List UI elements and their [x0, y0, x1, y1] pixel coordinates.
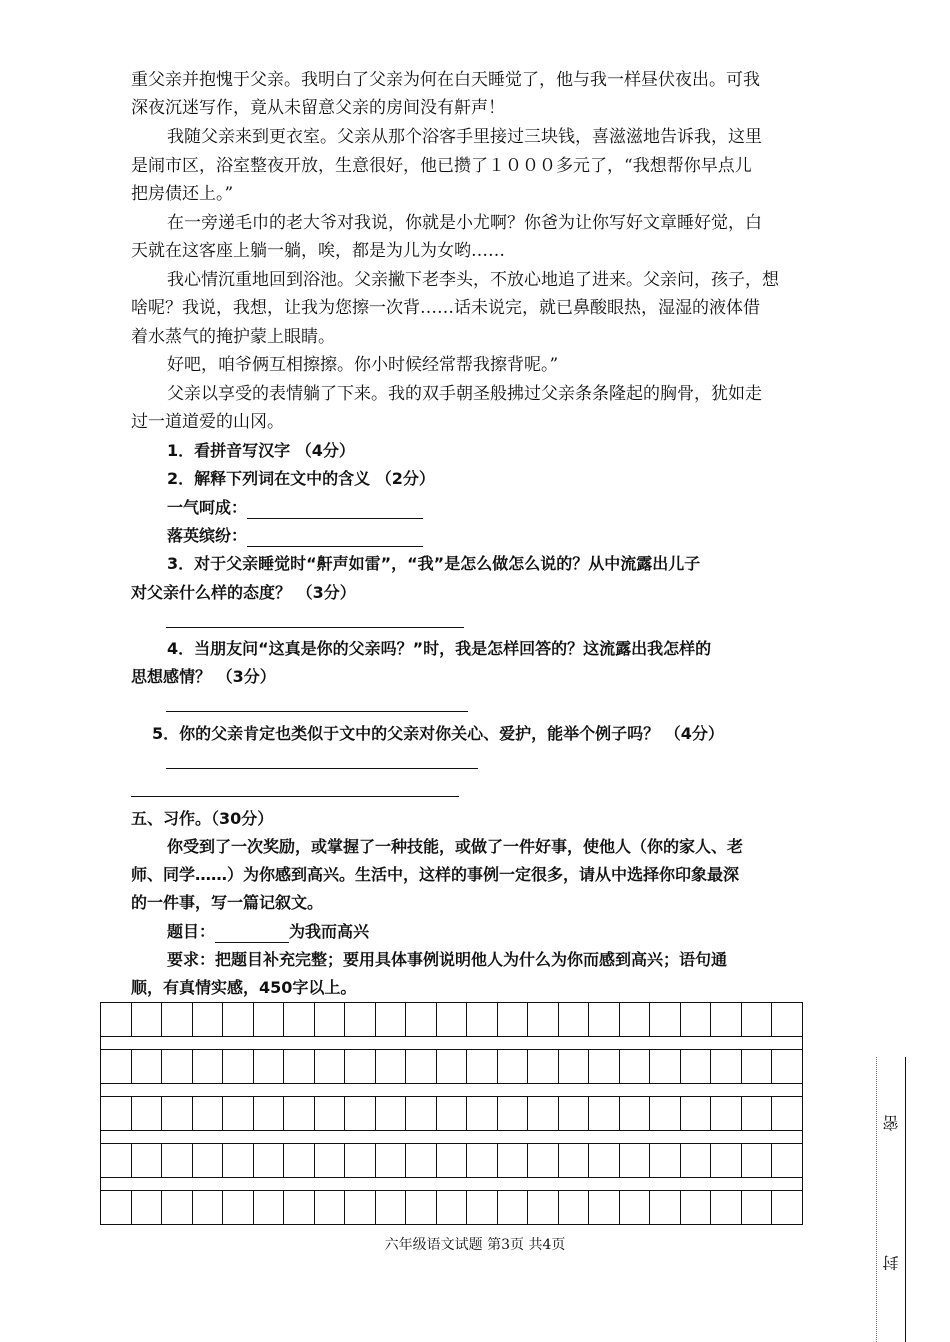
- grid-cell[interactable]: [406, 1003, 437, 1037]
- grid-cell[interactable]: [681, 1191, 712, 1225]
- binding-char-feng: 封: [882, 1255, 901, 1271]
- grid-cell[interactable]: [772, 1097, 803, 1131]
- grid-cell[interactable]: [162, 1050, 193, 1084]
- grid-cell[interactable]: [223, 1050, 254, 1084]
- grid-cell[interactable]: [772, 1191, 803, 1225]
- grid-cell[interactable]: [559, 1144, 590, 1178]
- question-2a: [167, 497, 821, 519]
- passage-line: 深夜沉迷写作，竟从未留意父亲的房间没有鼾声！: [131, 98, 505, 118]
- grid-cell[interactable]: [681, 1097, 712, 1131]
- grid-gap: [100, 1178, 803, 1190]
- grid-cell[interactable]: [559, 1097, 590, 1131]
- grid-cell[interactable]: [406, 1191, 437, 1225]
- grid-cell[interactable]: [498, 1097, 529, 1131]
- composition-requirement: 顺，有真情实感，450字以上。: [131, 978, 357, 997]
- grid-cell[interactable]: [376, 1050, 407, 1084]
- question-2b-label: 落英缤纷：: [167, 526, 248, 545]
- grid-cell[interactable]: [132, 1191, 163, 1225]
- grid-cell[interactable]: [254, 1050, 285, 1084]
- grid-cell[interactable]: [315, 1097, 346, 1131]
- grid-cell[interactable]: [528, 1050, 559, 1084]
- composition-title-label: 题目：: [167, 922, 216, 941]
- binding-dotted-line: [876, 1057, 877, 1342]
- answer-blank-2a[interactable]: [247, 500, 423, 519]
- grid-cell[interactable]: [681, 1050, 712, 1084]
- grid-cell[interactable]: [467, 1050, 498, 1084]
- grid-cell[interactable]: [345, 1003, 376, 1037]
- grid-cell[interactable]: [376, 1097, 407, 1131]
- grid-cell[interactable]: [376, 1191, 407, 1225]
- passage-line: 着水蒸气的掩护蒙上眼睛。: [131, 327, 335, 347]
- grid-cell[interactable]: [437, 1097, 468, 1131]
- grid-row[interactable]: [100, 1049, 803, 1084]
- binding-margin: [872, 1057, 912, 1342]
- answer-line-5b[interactable]: [131, 796, 459, 797]
- question-3-line2: 对父亲什么样的态度？ （3分）: [131, 583, 356, 602]
- grid-cell[interactable]: [467, 1097, 498, 1131]
- grid-cell[interactable]: [254, 1097, 285, 1131]
- composition-prompt: 的一件事，写一篇记叙文。: [131, 893, 324, 912]
- passage-line: 天就在这客座上躺一躺，唉，都是为儿为女哟……: [131, 241, 505, 261]
- grid-cell[interactable]: [315, 1191, 346, 1225]
- composition-requirement: 要求：把题目补充完整；要用具体事例说明他人为什么为你而感到高兴；语句通: [167, 950, 728, 969]
- answer-line-4[interactable]: [166, 711, 468, 712]
- grid-cell[interactable]: [711, 1003, 742, 1037]
- grid-cell[interactable]: [132, 1003, 163, 1037]
- grid-cell[interactable]: [589, 1097, 620, 1131]
- grid-cell[interactable]: [467, 1191, 498, 1225]
- grid-cell[interactable]: [193, 1191, 224, 1225]
- grid-cell[interactable]: [559, 1050, 590, 1084]
- grid-cell[interactable]: [223, 1003, 254, 1037]
- passage-line: 在一旁递毛巾的老大爷对我说，你就是小尤啊？你爸为让你写好文章睡好觉，白: [167, 213, 762, 233]
- grid-cell[interactable]: [467, 1003, 498, 1037]
- grid-cell[interactable]: [315, 1050, 346, 1084]
- composition-title-row: [167, 921, 821, 943]
- grid-cell[interactable]: [193, 1144, 224, 1178]
- grid-row[interactable]: [100, 1096, 803, 1131]
- grid-cell[interactable]: [101, 1003, 132, 1037]
- passage-line: 我心情沉重地回到浴池。父亲撇下老李头，不放心地追了进来。父亲问，孩子，想: [167, 270, 779, 290]
- grid-cell[interactable]: [315, 1144, 346, 1178]
- grid-cell[interactable]: [772, 1050, 803, 1084]
- grid-cell[interactable]: [589, 1144, 620, 1178]
- question-2b: [167, 525, 821, 547]
- grid-cell[interactable]: [498, 1191, 529, 1225]
- grid-cell[interactable]: [620, 1097, 651, 1131]
- grid-cell[interactable]: [284, 1097, 315, 1131]
- grid-cell[interactable]: [589, 1003, 620, 1037]
- grid-cell[interactable]: [284, 1003, 315, 1037]
- grid-cell[interactable]: [711, 1144, 742, 1178]
- grid-cell[interactable]: [620, 1003, 651, 1037]
- grid-cell[interactable]: [528, 1144, 559, 1178]
- title-blank[interactable]: [215, 924, 289, 943]
- grid-cell[interactable]: [162, 1003, 193, 1037]
- grid-cell[interactable]: [406, 1144, 437, 1178]
- composition-prompt: 师、同学……）为你感到高兴。生活中，这样的事例一定很多，请从中选择你印象最深: [131, 865, 740, 884]
- grid-cell[interactable]: [162, 1191, 193, 1225]
- grid-cell[interactable]: [528, 1003, 559, 1037]
- grid-cell[interactable]: [132, 1050, 163, 1084]
- grid-cell[interactable]: [650, 1097, 681, 1131]
- question-4-line1: 4．当朋友问“这真是你的父亲吗？”时，我是怎样回答的？这流露出我怎样的: [167, 639, 712, 658]
- grid-cell[interactable]: [437, 1191, 468, 1225]
- grid-cell[interactable]: [315, 1003, 346, 1037]
- grid-gap: [100, 1131, 803, 1143]
- grid-cell[interactable]: [162, 1144, 193, 1178]
- passage-line: 是闹市区，浴室整夜开放，生意很好，他已攒了１０００多元了，“我想帮你早点儿: [131, 156, 752, 176]
- composition-prompt: 你受到了一次奖励，或掌握了一种技能，或做了一件好事，使他人（你的家人、老: [167, 837, 744, 856]
- passage-line: 啥呢？我说，我想，让我为您擦一次背……话未说完，就已鼻酸眼热，湿湿的液体借: [131, 298, 760, 318]
- question-3-line1: 3．对于父亲睡觉时“鼾声如雷”，“我”是怎么做怎么说的？从中流露出儿子: [167, 554, 701, 573]
- grid-cell[interactable]: [589, 1191, 620, 1225]
- grid-cell[interactable]: [254, 1003, 285, 1037]
- grid-cell[interactable]: [711, 1050, 742, 1084]
- grid-cell[interactable]: [742, 1191, 773, 1225]
- grid-cell[interactable]: [772, 1003, 803, 1037]
- grid-cell[interactable]: [559, 1191, 590, 1225]
- grid-cell[interactable]: [223, 1191, 254, 1225]
- passage-line: 重父亲并抱愧于父亲。我明白了父亲为何在白天睡觉了，他与我一样昼伏夜出。可我: [131, 70, 760, 90]
- grid-cell[interactable]: [498, 1144, 529, 1178]
- grid-cell[interactable]: [162, 1097, 193, 1131]
- grid-cell[interactable]: [223, 1097, 254, 1131]
- grid-cell[interactable]: [101, 1144, 132, 1178]
- grid-cell[interactable]: [254, 1144, 285, 1178]
- grid-cell[interactable]: [284, 1191, 315, 1225]
- question-2a-label: 一气呵成：: [167, 498, 248, 517]
- answer-line-3[interactable]: [166, 627, 464, 628]
- grid-cell[interactable]: [132, 1144, 163, 1178]
- grid-gap: [100, 1037, 803, 1049]
- grid-row[interactable]: [100, 1143, 803, 1178]
- grid-cell[interactable]: [193, 1097, 224, 1131]
- grid-cell[interactable]: [284, 1050, 315, 1084]
- grid-cell[interactable]: [620, 1191, 651, 1225]
- grid-cell[interactable]: [772, 1144, 803, 1178]
- grid-cell[interactable]: [101, 1050, 132, 1084]
- grid-cell[interactable]: [132, 1097, 163, 1131]
- grid-cell[interactable]: [437, 1003, 468, 1037]
- grid-cell[interactable]: [345, 1050, 376, 1084]
- grid-cell[interactable]: [345, 1144, 376, 1178]
- grid-cell[interactable]: [650, 1191, 681, 1225]
- grid-cell[interactable]: [742, 1050, 773, 1084]
- grid-cell[interactable]: [498, 1050, 529, 1084]
- grid-cell[interactable]: [742, 1097, 773, 1131]
- question-1: 1．看拼音写汉字 （4分）: [167, 441, 355, 460]
- grid-cell[interactable]: [345, 1191, 376, 1225]
- grid-cell[interactable]: [376, 1003, 407, 1037]
- grid-cell[interactable]: [437, 1050, 468, 1084]
- question-5: 5．你的父亲肯定也类似于文中的父亲对你关心、爱护，能举个例子吗？ （4分）: [152, 724, 724, 743]
- grid-gap: [100, 1084, 803, 1096]
- grid-cell[interactable]: [528, 1191, 559, 1225]
- grid-cell[interactable]: [498, 1003, 529, 1037]
- grid-cell[interactable]: [650, 1003, 681, 1037]
- grid-cell[interactable]: [193, 1003, 224, 1037]
- grid-cell[interactable]: [406, 1050, 437, 1084]
- grid-cell[interactable]: [650, 1144, 681, 1178]
- grid-row[interactable]: [100, 1002, 803, 1037]
- passage-line: 过一道道爱的山冈。: [131, 412, 284, 432]
- grid-cell[interactable]: [742, 1144, 773, 1178]
- question-2: 2．解释下列词在文中的含义 （2分）: [167, 469, 435, 488]
- grid-cell[interactable]: [681, 1003, 712, 1037]
- grid-cell[interactable]: [589, 1050, 620, 1084]
- binding-line: [905, 1057, 906, 1342]
- binding-char-mi: 密: [882, 1115, 901, 1131]
- passage-line: 父亲以享受的表情躺了下来。我的双手朝圣般拂过父亲条条隆起的胸骨，犹如走: [167, 384, 762, 404]
- grid-cell[interactable]: [620, 1050, 651, 1084]
- grid-cell[interactable]: [345, 1097, 376, 1131]
- grid-cell[interactable]: [437, 1144, 468, 1178]
- grid-cell[interactable]: [101, 1191, 132, 1225]
- grid-cell[interactable]: [742, 1003, 773, 1037]
- grid-cell[interactable]: [223, 1144, 254, 1178]
- grid-cell[interactable]: [101, 1097, 132, 1131]
- grid-cell[interactable]: [284, 1144, 315, 1178]
- grid-cell[interactable]: [711, 1097, 742, 1131]
- grid-cell[interactable]: [711, 1191, 742, 1225]
- composition-heading: 五、习作。（30分）: [131, 809, 274, 828]
- passage-line: 好吧，咱爷俩互相擦擦。你小时候经常帮我擦背呢。”: [167, 355, 559, 375]
- composition-title-suffix: 为我而高兴: [289, 922, 370, 941]
- grid-cell[interactable]: [620, 1144, 651, 1178]
- answer-blank-2b[interactable]: [247, 528, 423, 547]
- grid-cell[interactable]: [528, 1097, 559, 1131]
- answer-line-5a[interactable]: [166, 768, 478, 769]
- grid-cell[interactable]: [254, 1191, 285, 1225]
- grid-row[interactable]: [100, 1190, 803, 1225]
- question-4-line2: 思想感情？ （3分）: [131, 667, 276, 686]
- grid-cell[interactable]: [406, 1097, 437, 1131]
- grid-cell[interactable]: [559, 1003, 590, 1037]
- passage-line: 我随父亲来到更衣室。父亲从那个浴客手里接过三块钱，喜滋滋地告诉我，这里: [167, 127, 762, 147]
- passage-line: 把房债还上。”: [131, 184, 234, 204]
- grid-cell[interactable]: [467, 1144, 498, 1178]
- page-footer: 六年级语文试题 第3页 共4页: [384, 1237, 566, 1253]
- writing-grid[interactable]: [100, 1002, 803, 1224]
- grid-cell[interactable]: [650, 1050, 681, 1084]
- grid-cell[interactable]: [376, 1144, 407, 1178]
- grid-cell[interactable]: [193, 1050, 224, 1084]
- grid-cell[interactable]: [681, 1144, 712, 1178]
